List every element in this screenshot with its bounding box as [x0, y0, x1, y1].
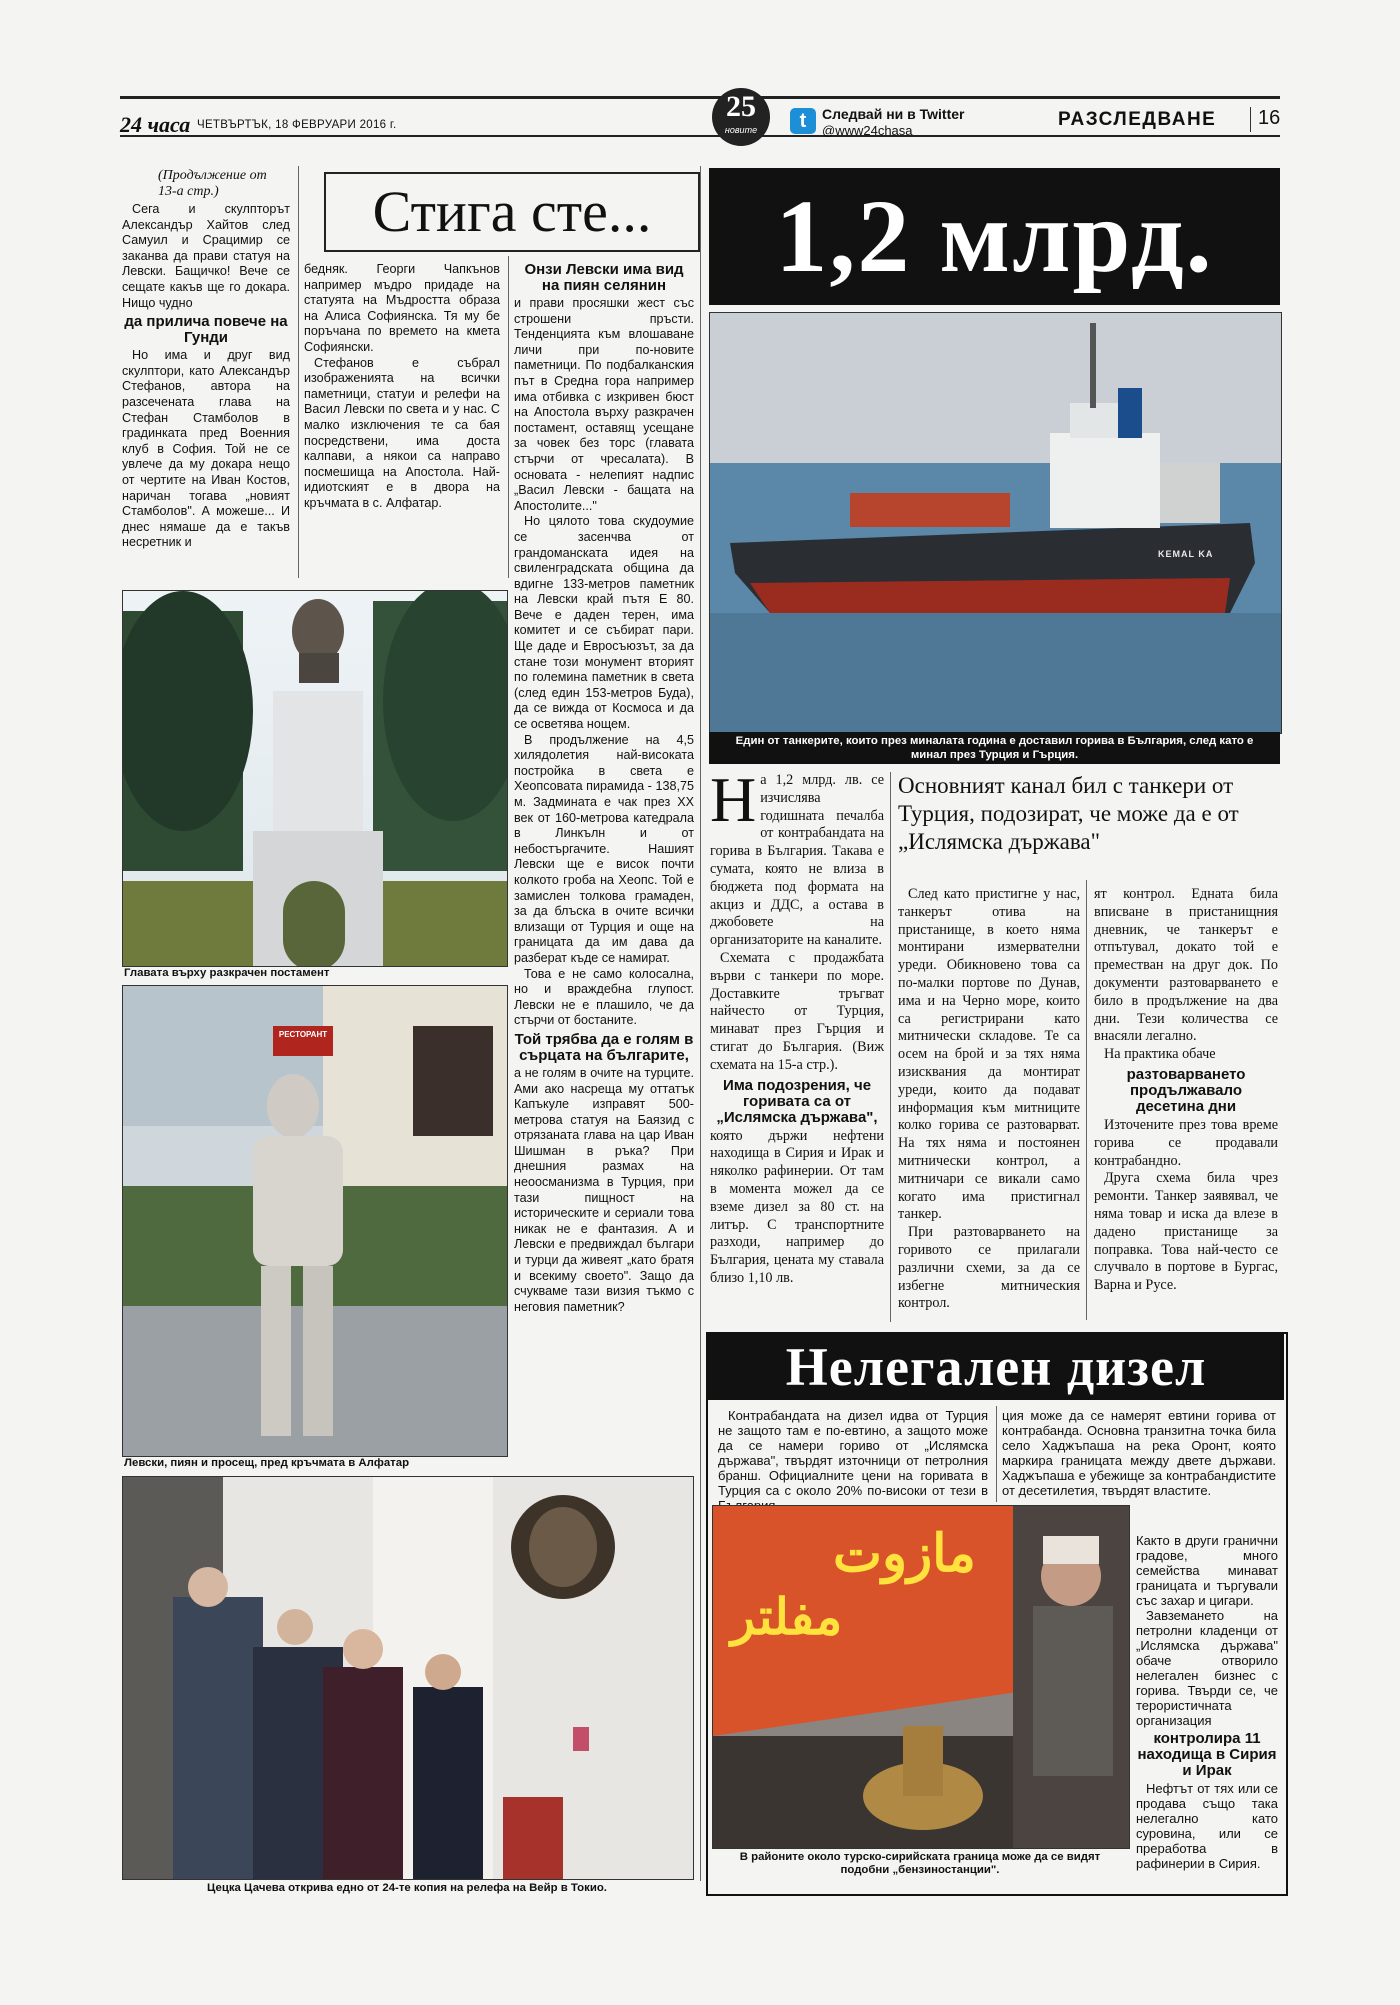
subheading: контролира 11 находища в Сирия и Ирак	[1137, 1730, 1277, 1779]
paragraph: Нефтът от тях или се продава също така нелегално като суровина, или се преработва в рафинерии в Сирия.	[1136, 1781, 1278, 1871]
left-headline: Стига сте...	[372, 179, 652, 244]
page-number-divider	[1250, 107, 1251, 132]
column-divider	[1086, 880, 1087, 1320]
photo-caption: Главата върху разкрачен постамент	[124, 967, 330, 979]
paragraph: Завземането на петролни кладенци от „Ислямска държава" обаче отворило нелегален бизнес с горива. Твърди се, че терористичната организация	[1136, 1608, 1278, 1728]
column-divider	[298, 166, 299, 578]
bust-illustration	[123, 591, 507, 966]
right-column-a	[710, 764, 884, 1288]
subheading: Има подозрения, че горивата са от „Ислямска държава",	[716, 1076, 878, 1126]
paragraph: Както в други гранични градове, много семейства минават границата и търгували със захар и цигари.	[1136, 1533, 1278, 1608]
paragraph: ция може да се намерят евтини горива от контрабанда. Основна транзитна точка била село Хаджъпаша на река Оронт, която маркира границата между двете държави. Хаджъпаша е убежище за контрабандистите от десетилетия, твърдят властите.	[1002, 1408, 1276, 1498]
paragraph: При разтоварването на горивото се прилагали различни схеми, за да се избегне митническия контрол.	[898, 1224, 1080, 1312]
left-column-3	[514, 262, 694, 1315]
restaurant-sign: РЕСТОРАНТ	[278, 1030, 328, 1039]
ship-name-label: KEMAL KA	[1158, 549, 1214, 559]
paragraph: Контрабандата на дизел идва от Турция не защото там е по-евтино, а защото може да се намери гориво от „Ислямска държава", твърдят източници от петролния бранш. Официалните цени на горивата в Турция са с около 20% по-високи от тези в	[718, 1408, 988, 1498]
subheading: разтоварването продължавало десетина дни	[1126, 1065, 1246, 1115]
paragraph: която държи нефтени находища в Сирия и Ирак и няколко рафинерии. От там в момента можел да се вземе дизел за 80 ст. на литър. С транспортните разходи, например до България, цената му ставала близо 1,10 лв.	[710, 1127, 884, 1286]
page-number: 16	[1258, 107, 1281, 129]
paragraph: Но цялото това скудоумие се засенчва от грандоманската идея на свиленградската община да вдигне 133-метров паметник на Левски край пътя Е 80. Вече е даден терен, има комитет и се събират пари. Ще даде и Евросъюзът, за да стане този монумент вторият по големина паметник в света (след един 153-метров Буда), да се вижда от Космоса и да се осветява нощем.	[514, 514, 694, 732]
photo-ceremony	[122, 1476, 694, 1880]
paragraph: Схемата с продажбата върви с танкери по море. Доставките тръгват найчесто от Турция, минават през Гърция и стигат до България. (Виж схемата на 15-а стр.).	[710, 949, 884, 1073]
paragraph: Това е не само колосална, но и враждебна глупост. Левски не е плашило, че да стърчи от бостаните.	[514, 966, 694, 1028]
photo-bust-pedestal	[122, 590, 508, 967]
photo-fuel-station	[712, 1505, 1130, 1849]
paragraph: а 1,2 млрд. лв. се изчислява годишната печалба от контрабандата на горива в България. Такава е сумата, която не влиза в бюджета под формата на акциз и ДДС, а остава в джобовете на организаторите на каналите.	[710, 772, 884, 949]
right-column-c	[1094, 886, 1278, 1295]
subheading: Той трябва да е голям в сърцата на българите,	[514, 1030, 694, 1064]
sidebar-column-e-bottom	[1136, 1533, 1278, 1871]
photo-caption: Левски, пиян и просещ, пред кръчмата в Алфатар	[124, 1457, 410, 1469]
column-divider	[890, 772, 891, 1322]
column-divider	[508, 256, 509, 578]
newspaper-logo[interactable]: 24 часа	[120, 112, 191, 137]
paragraph: В продължение на 4,5 хилядолетия най-високата постройка в света е Хеопсовата пирамида - 138,75 м. Задмината е чак през XX век от 160-метрова катедрала в Линкълн и от небостъргачите. Нашият Левски ще е висок почти колкото гроба на Хеопс. Той е замислен толкова грамаден, за да блъска в очите всички влизащи от Турция и още на границата да им дава да разберат къде се намират.	[514, 732, 694, 965]
statue-illustration	[123, 986, 507, 1456]
ceremony-illustration	[123, 1477, 693, 1879]
article-deck: Основният канал бил с танкери от Турция, подозират, че може да е от „Ислямска държава"	[898, 773, 1239, 854]
paragraph: Източените през това време горива се продавали контрабандно.	[1094, 1116, 1278, 1169]
column-divider	[996, 1406, 997, 1502]
paragraph: а не голям в очите на турците. Ами ако насреща му оттатък Капъкуле изправят 500-метрова статуя на Баязид с отрязаната глава на цар Иван Шишман в ръка? При днешния размах на неоосманизма в Турция, при тази пищност на историческите и сериали това никак не е фантазия. А и Левски е предвиждал българи и турци да живеят „като братя и всекиму своето". Защо да счукваме тази визия тъкмо с неговия паметник?	[514, 1065, 694, 1314]
section-name: РАЗСЛЕДВАНЕ	[1058, 109, 1217, 130]
headline-box	[324, 172, 700, 252]
paragraph: На практика обаче	[1104, 1046, 1216, 1063]
tanker-caption-band	[709, 732, 1280, 764]
paragraph: и прави просяшки жест със строшени пръсти. Тенденцията към влошаване личи при по-новите паметници. По подбалканския път в Средна гора например има отбивка с изкривен бюст на Апостола върху разкрачен постамент, оставящ усещане за човек без торс (главата стърчи от чресалата). В основата - нелепият надпис „Васил Левски - бащата на Апостолите..."	[514, 296, 694, 513]
photo-statue-tavern	[122, 985, 508, 1457]
right-column-b	[898, 886, 1080, 1313]
drop-cap: Н	[710, 764, 757, 835]
continued-note: (Продължение от 13-а стр.)	[158, 168, 267, 199]
paragraph: Но има и друг вид скулптори, като Александър Стефанов, автора на разсечената глава на Стефан Стамболов в градинката пред Военния клуб в София. Той не се увлече да му докара нещо от чертите на Иван Костов, наричан тогава „новият Стамболов". А можеше... И днес нямаше да е такъв несретник и	[122, 348, 290, 550]
paragraph: бедняк. Георги Чапкънов например мъдро придаде на статуята на Мъдростта образа на Алиса Софиянска. Тя му бе поръчана по времето на кмета Софиянски.	[304, 262, 500, 354]
sidebar-headline-band	[708, 1334, 1284, 1400]
twitter-handle[interactable]: @www24chasa	[822, 123, 913, 138]
paragraph: Сега и скулпторът Александър Хайтов след Самуил и Срацимир се заканва да прави статуя на Левски. Бащичко! Вече се сещате какъв ще го докара. Нищо чудно	[122, 202, 290, 310]
subheading: да прилича повече на Гунди	[124, 313, 288, 347]
paragraph: Стефанов е събрал изображенията на всички паметници, статуи и релефи на Васил Левски по света и у нас. С малко изключения те са бая посредствени, има доста калпави, а някои са направо посмешища на Апостола. Най-идиотският е в двора на кръчмата в с. Алфатар.	[304, 355, 500, 510]
photo-tanker	[709, 312, 1282, 734]
subheading: Онзи Левски има вид на пиян селянин	[524, 261, 684, 294]
big-number-headline: 1,2 млрд.	[775, 179, 1214, 294]
sidebar-headline: Нелегален дизел	[785, 1337, 1207, 1397]
big-number-band	[709, 168, 1280, 305]
column-divider	[700, 166, 701, 1881]
arabic-sign: مفلتر	[731, 1589, 843, 1645]
photo-caption: В районите около турско-сирийската граница може да се видят подобни „бензиностанции".	[739, 1851, 1101, 1876]
left-column-2	[304, 262, 500, 512]
twitter-icon[interactable]: t	[790, 108, 816, 134]
photo-caption: Един от танкерите, които през миналата година е доставил горива в България, след като е минал през Турция и Гърция.	[735, 735, 1254, 761]
left-column-1	[122, 202, 290, 551]
twitter-follow[interactable]: Следвай ни в Twitter	[822, 106, 965, 122]
paragraph: Друга схема била чрез ремонти. Танкер заявявал, че няма товар и иска да влезе в дадено пристанище за поправка. Това най-често се случвало в портове в Бургас, Варна и Русе.	[1094, 1170, 1278, 1294]
photo-caption: Цецка Цачева открива едно от 24-те копия на релефа на Вейр в Токио.	[207, 1882, 607, 1894]
header-top-rule	[120, 96, 1280, 99]
anniversary-badge: 25 новите	[712, 88, 770, 146]
paragraph: След като пристигне у нас, танкерът отива на пристанище, в което няма монтирани измервателни уреди. Обикновено това са по-малки портове по Дунав, има и на Черно море, които са регистрирани като митнически складове. Те са осем на брой и за тях няма изисквания да монтират уреди, които да подават информация към митниците колко горива се разтоварват. На тях няма и постоянен митнически контрол, а митничари се викали само когато има пристигнал танкер.	[898, 886, 1080, 1223]
issue-date: ЧЕТВЪРТЪК, 18 ФЕВРУАРИ 2016 г.	[197, 119, 397, 131]
sidebar-column-e-top	[1002, 1408, 1276, 1498]
arabic-sign: مازوت	[833, 1526, 976, 1583]
tanker-illustration	[710, 313, 1281, 733]
header-bottom-rule	[120, 135, 1280, 137]
paragraph: ят контрол. Едната била вписване в пристанищния дневник, че танкерът е отпътувал, докато той е преместван на друг док. По документи разтоварването е било в продължение на два дни. Тези количества се внасяли легално.	[1094, 886, 1278, 1045]
